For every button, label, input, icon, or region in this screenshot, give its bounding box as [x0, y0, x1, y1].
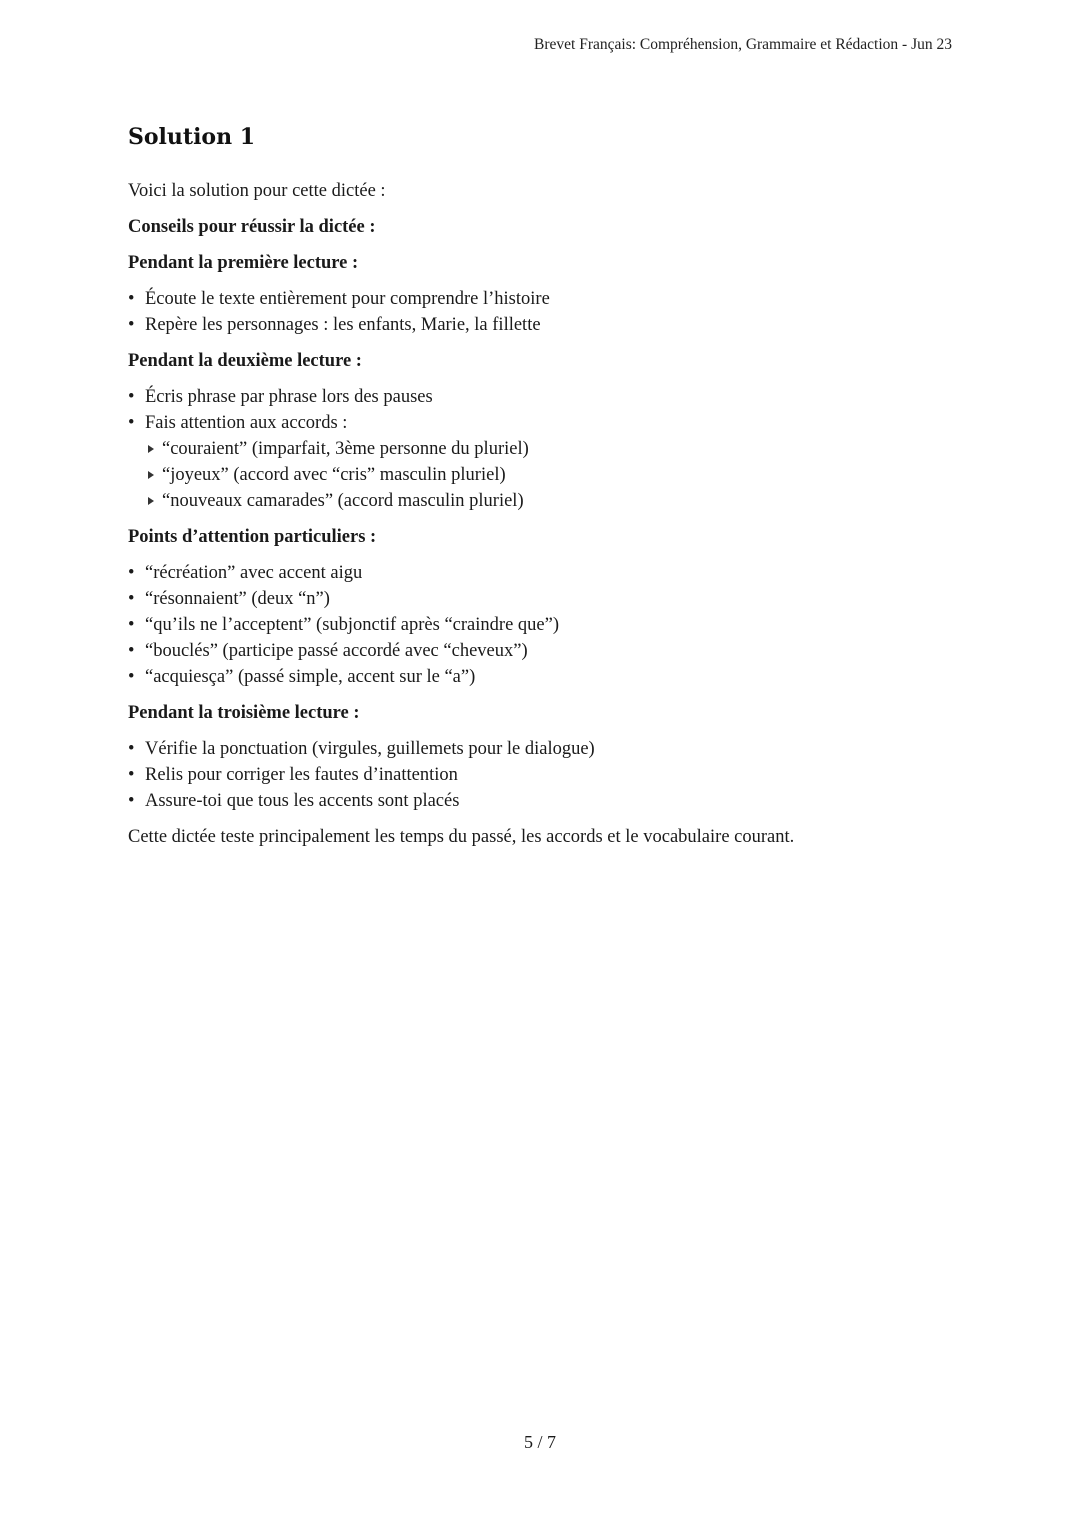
list-item: • “qu’ils ne l’acceptent” (subjonctif après “craindre que”) — [128, 612, 958, 638]
document-body — [128, 120, 958, 850]
list-item: • “récréation” avec accent aigu — [128, 560, 958, 586]
list-item: • Assure-toi que tous les accents sont placés — [128, 788, 958, 814]
list-item-text: Fais attention aux accords : — [145, 413, 348, 433]
second-reading-heading: Pendant la deuxième lecture : — [128, 351, 362, 371]
running-header: Brevet Français: Compréhension, Grammaire et Rédaction - Jun 23 — [534, 36, 952, 53]
solution-title: Solution 1 — [128, 124, 256, 150]
sub-list-item: “nouveaux camarades” (accord masculin pluriel) — [145, 488, 958, 514]
list-item: • “acquiesça” (passé simple, accent sur le “a”) — [128, 664, 958, 690]
list-item: • “bouclés” (participe passé accordé avec “cheveux”) — [128, 638, 958, 664]
agreement-sublist — [145, 436, 958, 514]
closing-text: Cette dictée teste principalement les temps du passé, les accords et le vocabulaire courant. — [128, 827, 795, 847]
sub-list-item: “joyeux” (accord avec “cris” masculin pluriel) — [145, 462, 958, 488]
list-item: • “résonnaient” (deux “n”) — [128, 586, 958, 612]
attention-points-heading: Points d’attention particuliers : — [128, 527, 377, 547]
intro-text: Voici la solution pour cette dictée : — [128, 181, 386, 201]
third-reading-heading: Pendant la troisième lecture : — [128, 703, 360, 723]
second-reading-list — [128, 384, 958, 514]
first-reading-list — [128, 286, 958, 338]
third-reading-list — [128, 736, 958, 814]
sub-list-item: “couraient” (imparfait, 3ème personne du pluriel) — [145, 436, 958, 462]
tips-heading: Conseils pour réussir la dictée : — [128, 217, 376, 237]
page-number: 5 / 7 — [523, 1432, 556, 1452]
first-reading-heading: Pendant la première lecture : — [128, 253, 359, 273]
attention-points-list — [128, 560, 958, 690]
list-item: • Relis pour corriger les fautes d’inattention — [128, 762, 958, 788]
list-item: • Écris phrase par phrase lors des pauses — [128, 384, 958, 410]
list-item: • Écoute le texte entièrement pour comprendre l’histoire — [128, 286, 958, 312]
list-item: • Vérifie la ponctuation (virgules, guillemets pour le dialogue) — [128, 736, 958, 762]
list-item: • Repère les personnages : les enfants, Marie, la fillette — [128, 312, 958, 338]
list-item — [128, 410, 958, 514]
